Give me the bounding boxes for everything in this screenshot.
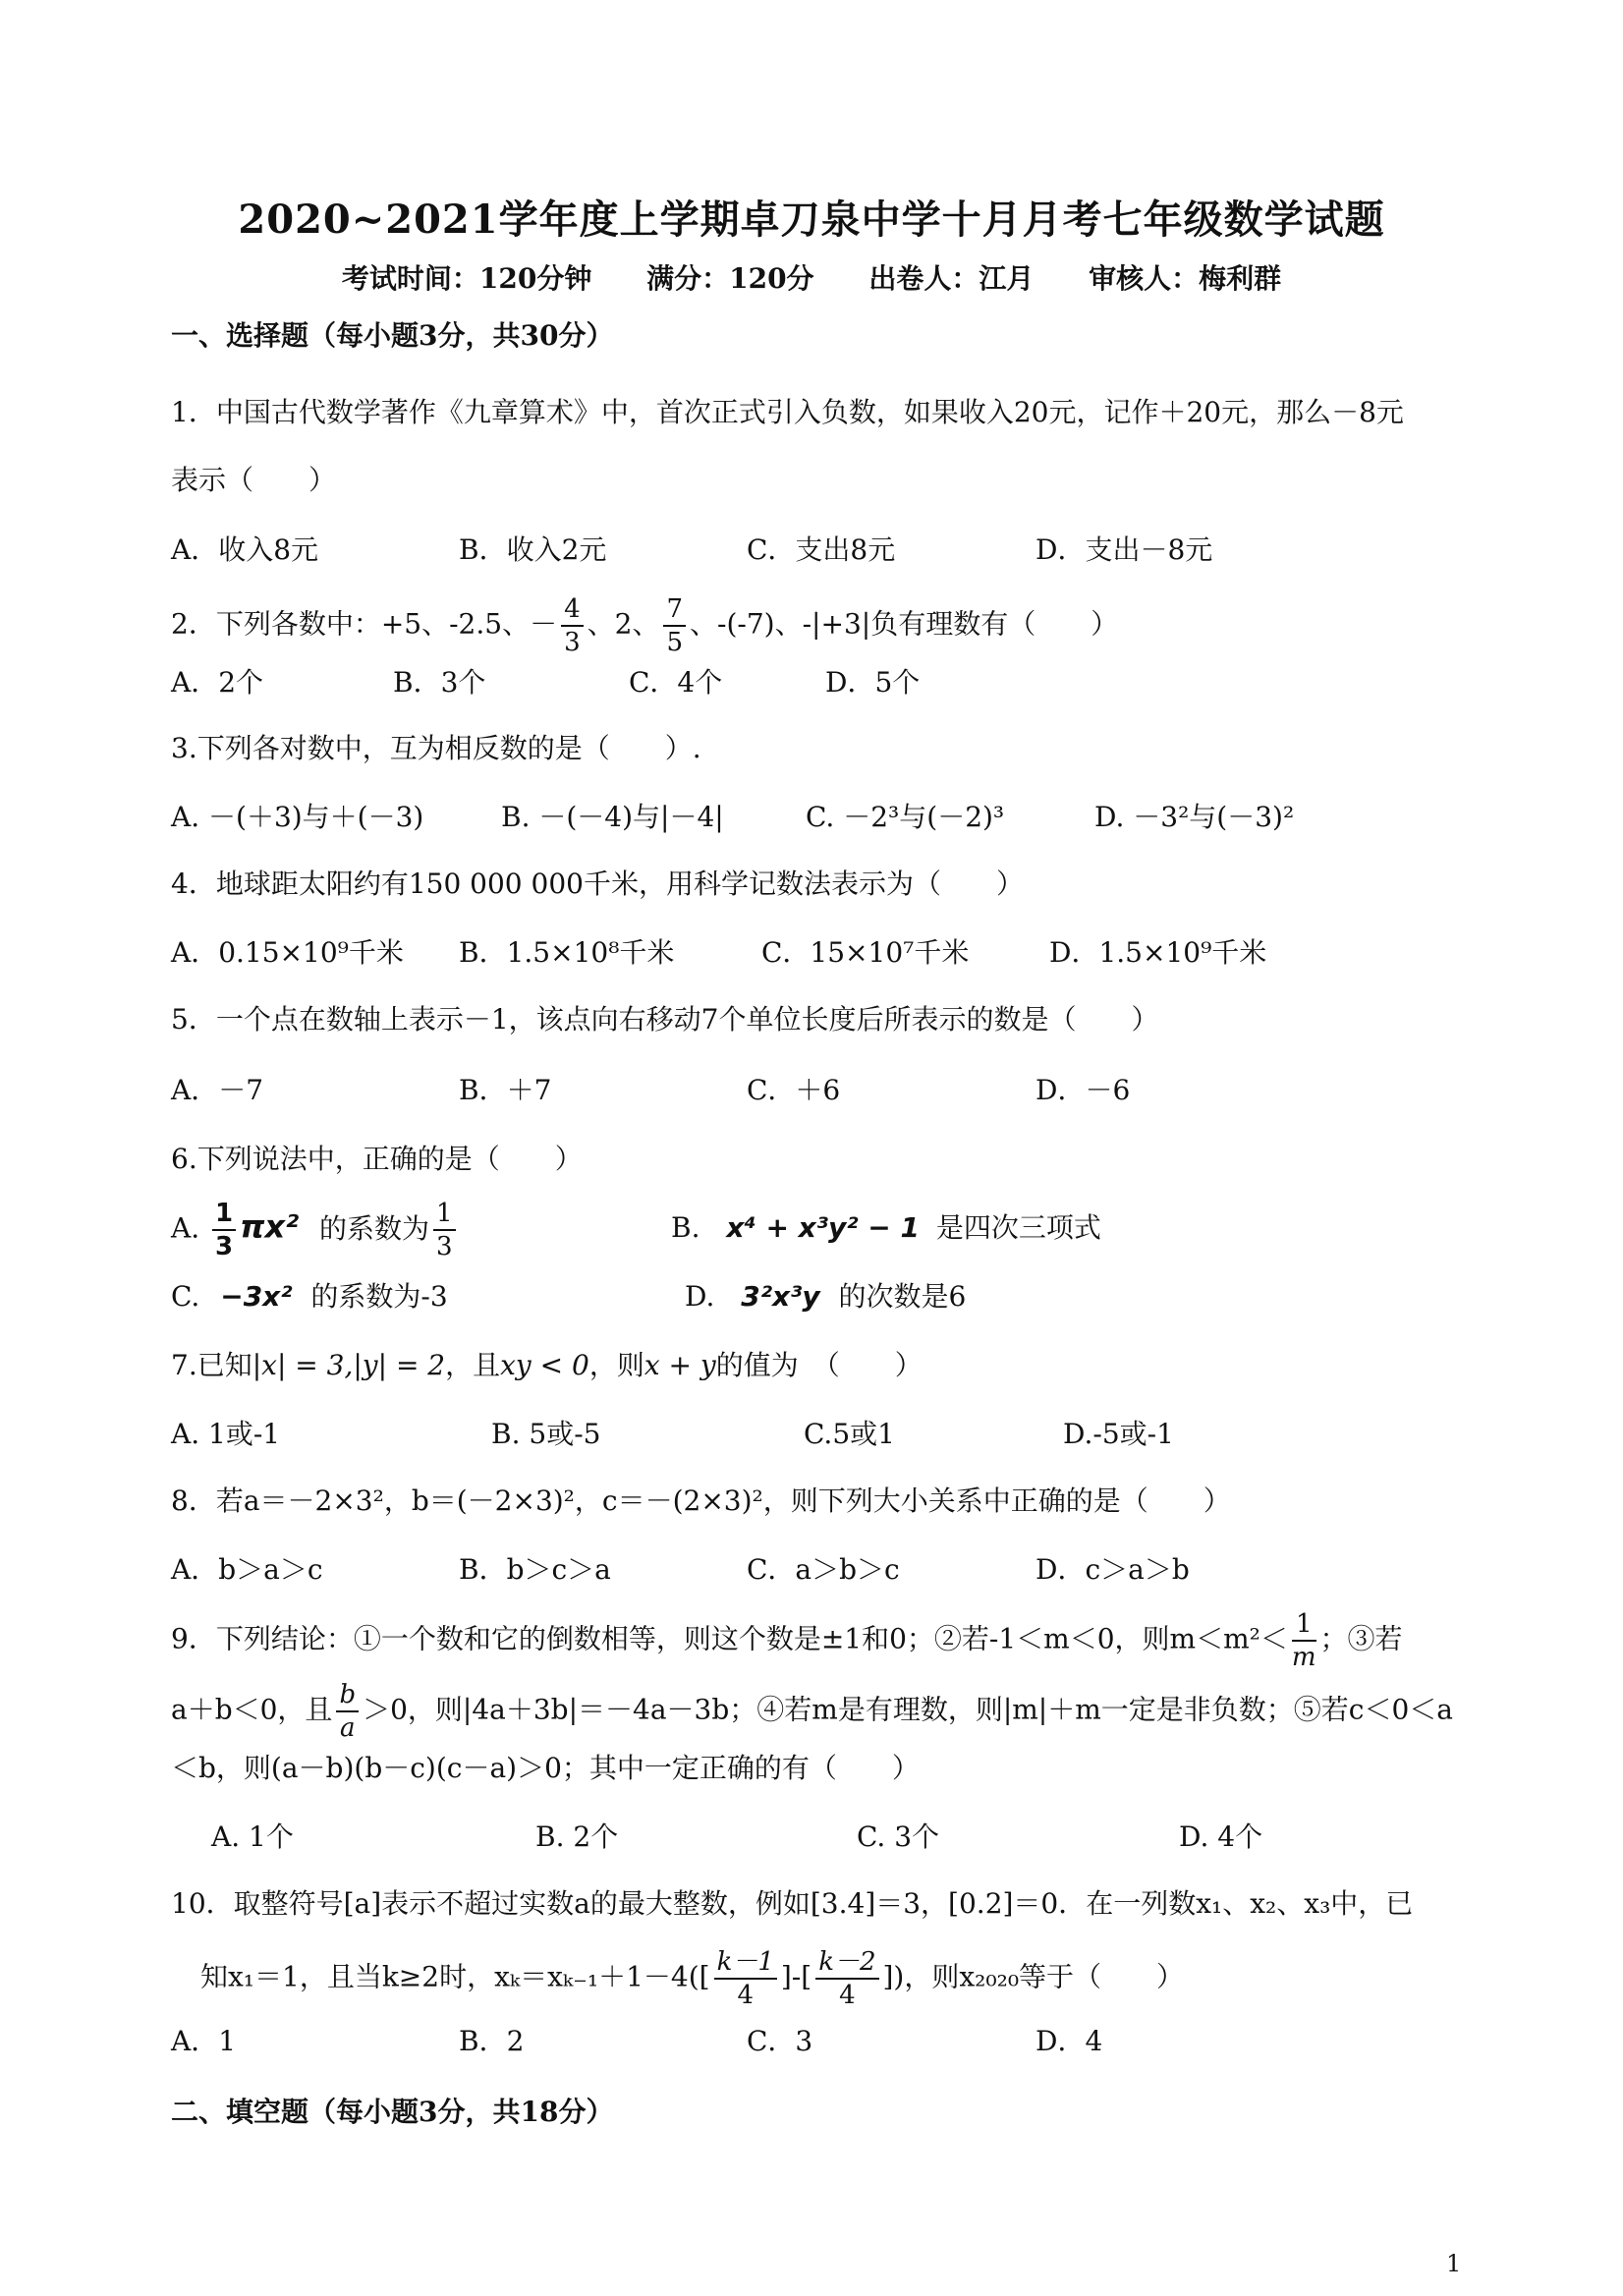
question-8-option-c: C．a＞b＞c — [747, 1553, 900, 1586]
question-2-option-d: D．5个 — [825, 666, 921, 699]
option-label: B. — [671, 1211, 700, 1244]
question-7-post: 的值为 （ ） — [715, 1349, 923, 1381]
question-9-option-a: A. 1个 — [211, 1820, 294, 1853]
question-9-post: ＞0，则|4a＋3b|＝－4a－3b；④若m是有理数，则|m|＋m一定是非负数；⑤若c＜0＜a — [363, 1693, 1453, 1726]
question-3-option-c: C. －2³与(－2)³ — [806, 801, 1005, 833]
question-4-text: 4．地球距太阳约有150 000 000千米，用科学记数法表示为（ ） — [171, 868, 1024, 900]
question-4-option-b: B．1.5×10⁸千米 — [459, 936, 675, 969]
question-3-option-b: B. －(－4)与|－4| — [501, 801, 724, 833]
question-8-option-b: B．b＞c＞a — [459, 1553, 611, 1586]
fraction-denominator: 4 — [839, 1981, 856, 2010]
question-5-option-b: B．＋7 — [459, 1074, 552, 1106]
question-10-post: ])，则x₂₀₂₀等于（ ） — [882, 1960, 1185, 1993]
question-10-pre: 知x₁＝1，且当k≥2时，xₖ＝xₖ₋₁＋1－4([ — [200, 1960, 710, 1993]
question-4-option-a: A．0.15×10⁹千米 — [171, 936, 404, 969]
question-9-text: 9．下列结论：①一个数和它的倒数相等，则这个数是±1和0；②若-1＜m＜0，则m＜m²＜ — [171, 1622, 1288, 1655]
question-9-option-d: D. 4个 — [1179, 1820, 1263, 1853]
question-6-option-a — [171, 1201, 460, 1260]
fraction-k2-4 — [815, 1949, 878, 2008]
question-2-option-c: C．4个 — [629, 666, 723, 699]
math-expression: |x| = 3,|y| = 2 — [252, 1349, 446, 1381]
question-7-pre: 7.已知 — [171, 1349, 252, 1381]
question-2-text — [171, 596, 1118, 655]
fraction-numerator: k－2 — [815, 1949, 878, 1980]
question-9-pre: a＋b＜0，且 — [171, 1693, 333, 1726]
question-7-option-b: B. 5或-5 — [491, 1418, 601, 1450]
question-9-line-1 — [171, 1611, 1403, 1670]
fraction-denominator: 5 — [666, 628, 684, 657]
question-8-option-d: D．c＞a＞b — [1035, 1553, 1190, 1586]
exam-info — [0, 257, 1623, 297]
exam-title: 2020~2021学年度上学期卓刀泉中学十月月考七年级数学试题 — [238, 196, 1385, 243]
question-8-text: 8．若a＝－2×3²，b＝(－2×3)²，c＝－(2×3)²，则下列大小关系中正确的是（ ） — [171, 1484, 1231, 1517]
fraction-numerator: 4 — [561, 596, 584, 627]
fraction-1-3 — [212, 1201, 236, 1260]
question-4-option-c: C．15×10⁷千米 — [761, 936, 970, 969]
math-expression: xy < 0 — [500, 1349, 589, 1381]
exam-score: 满分：120分 — [646, 262, 814, 295]
question-1-option-a: A．收入8元 — [171, 533, 319, 566]
question-10-option-a: A．1 — [171, 2025, 237, 2057]
question-10-mid: ]-[ — [780, 1960, 812, 1993]
question-10-line-2 — [200, 1949, 1184, 2008]
option-text: 的次数是6 — [838, 1280, 967, 1313]
math-expression: −3x² — [220, 1280, 293, 1313]
question-7-option-a: A. 1或-1 — [171, 1418, 281, 1450]
question-9-text-end: ；③若 — [1319, 1622, 1403, 1655]
fraction-b-a — [336, 1682, 359, 1741]
fraction-denominator: 4 — [737, 1981, 754, 2010]
question-5-option-d: D．－6 — [1035, 1074, 1131, 1106]
question-5-option-a: A．－7 — [171, 1074, 264, 1106]
fraction-denominator: 3 — [436, 1232, 453, 1261]
fraction-numerator: b — [336, 1682, 359, 1712]
fraction-k1-4 — [714, 1949, 777, 2008]
question-9-option-c: C. 3个 — [857, 1820, 940, 1853]
question-3-option-d: D. －3²与(－3)² — [1094, 801, 1295, 833]
fraction-denominator: 3 — [215, 1232, 234, 1261]
fraction-denominator: a — [340, 1713, 356, 1743]
question-10-option-d: D．4 — [1035, 2025, 1103, 2057]
question-7-option-c: C.5或1 — [804, 1418, 895, 1450]
question-3-option-a: A. －(＋3)与＋(－3) — [171, 801, 424, 833]
question-2-pre: 2．下列各数中：+5、-2.5、－ — [171, 607, 558, 641]
option-label: D. — [685, 1280, 715, 1313]
question-7-mid2: ，则 — [588, 1349, 644, 1381]
question-6-option-b — [671, 1208, 1101, 1248]
question-8-option-a: A．b＞a＞c — [171, 1553, 323, 1586]
exam-reviewer: 审核人：梅利群 — [1089, 262, 1282, 295]
math-expression: x + y — [644, 1349, 716, 1381]
option-label: C. — [171, 1280, 200, 1313]
option-text: 是四次三项式 — [935, 1211, 1101, 1244]
question-1-text-cont: 表示（ ） — [171, 464, 337, 496]
question-2-option-b: B．3个 — [393, 666, 486, 699]
question-9-line-3: ＜b，则(a－b)(b－c)(c－a)＞0；其中一定正确的有（ ） — [171, 1752, 920, 1784]
question-2-post: 、-(-7)、-|+3|负有理数有（ ） — [690, 607, 1119, 641]
question-10-option-b: B．2 — [459, 2025, 525, 2057]
fraction-denominator: m — [1291, 1643, 1316, 1672]
exam-time: 考试时间：120分钟 — [341, 262, 592, 295]
question-6-text: 6.下列说法中，正确的是（ ） — [171, 1143, 583, 1175]
math-expression: 3²x³y — [741, 1280, 820, 1313]
option-text: 的系数为 — [319, 1211, 430, 1245]
question-5-option-c: C．＋6 — [747, 1074, 841, 1106]
question-6-option-d — [685, 1277, 966, 1316]
fraction-numerator: 1 — [1292, 1611, 1316, 1642]
question-2-mid: 、2、 — [587, 607, 660, 641]
option-label: A. — [171, 1211, 200, 1245]
section-heading-fill: 二、填空题（每小题3分，共18分） — [171, 2096, 614, 2128]
exam-author: 出卷人：江月 — [868, 262, 1035, 295]
fraction-numerator: k－1 — [714, 1949, 777, 1980]
question-1-option-d: D．支出－8元 — [1035, 533, 1213, 566]
question-7-mid: ，且 — [445, 1349, 501, 1381]
question-9-line-2 — [171, 1682, 1453, 1741]
question-1-option-c: C．支出8元 — [747, 533, 896, 566]
question-5-text: 5．一个点在数轴上表示－1，该点向右移动7个单位长度后所表示的数是（ ） — [171, 1003, 1159, 1036]
question-1-text: 1．中国古代数学著作《九章算术》中，首次正式引入负数，如果收入20元，记作＋20元，那么－8元 — [171, 396, 1404, 428]
fraction-1-m — [1292, 1611, 1316, 1670]
question-2-option-a: A．2个 — [171, 666, 264, 699]
question-7-text — [171, 1346, 923, 1385]
option-text: 的系数为-3 — [310, 1280, 448, 1313]
question-10-line-1: 10．取整符号[a]表示不超过实数a的最大整数，例如[3.4]＝3，[0.2]＝0．在一列数x₁、x₂、x₃中，已 — [171, 1887, 1414, 1920]
question-1-option-b: B．收入2元 — [459, 533, 607, 566]
fraction-numerator: 7 — [663, 596, 686, 627]
fraction-1-3 — [433, 1201, 456, 1260]
section-heading-choice: 一、选择题（每小题3分，共30分） — [171, 319, 614, 352]
fraction-7-5 — [663, 596, 686, 655]
question-4-option-d: D．1.5×10⁹千米 — [1049, 936, 1267, 969]
page-number: 1 — [1446, 2250, 1462, 2277]
fraction-numerator: 1 — [212, 1201, 236, 1231]
question-6-option-c — [171, 1277, 448, 1316]
math-expression: πx² — [240, 1207, 300, 1246]
math-expression: x⁴ + x³y² − 1 — [726, 1211, 920, 1244]
question-7-option-d: D.-5或-1 — [1063, 1418, 1174, 1450]
fraction-denominator: 3 — [564, 628, 581, 657]
fraction-4-3 — [561, 596, 584, 655]
question-3-text: 3.下列各对数中，互为相反数的是（ ）. — [171, 732, 701, 764]
question-10-option-c: C．3 — [747, 2025, 813, 2057]
question-9-option-b: B. 2个 — [535, 1820, 619, 1853]
fraction-numerator: 1 — [433, 1201, 456, 1231]
